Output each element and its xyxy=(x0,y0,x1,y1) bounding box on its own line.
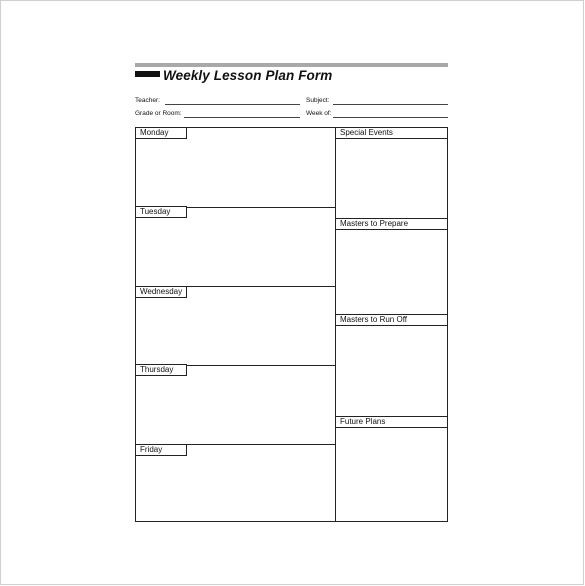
thursday-cell[interactable] xyxy=(135,365,336,445)
teacher-field[interactable] xyxy=(165,104,300,105)
day-label-tuesday: Tuesday xyxy=(135,206,187,218)
day-label-monday: Monday xyxy=(135,127,187,139)
monday-cell[interactable] xyxy=(135,127,336,208)
grade-room-label: Grade or Room: xyxy=(135,110,182,117)
future-plans-cell[interactable] xyxy=(335,416,448,522)
masters-to-prepare-cell[interactable] xyxy=(335,218,448,315)
subject-label: Subject: xyxy=(306,97,330,104)
masters-to-prepare-label: Masters to Prepare xyxy=(335,218,448,230)
day-label-thursday: Thursday xyxy=(135,364,187,376)
masters-to-run-off-label: Masters to Run Off xyxy=(335,314,448,326)
future-plans-label: Future Plans xyxy=(335,416,448,428)
tuesday-cell[interactable] xyxy=(135,207,336,287)
form-title: Weekly Lesson Plan Form xyxy=(163,68,333,83)
week-of-label: Week of: xyxy=(306,110,332,117)
special-events-label: Special Events xyxy=(335,127,448,139)
wednesday-cell[interactable] xyxy=(135,286,336,366)
day-label-wednesday: Wednesday xyxy=(135,286,187,298)
grade-room-field[interactable] xyxy=(184,117,300,118)
header-accent-bar xyxy=(135,71,160,77)
subject-field[interactable] xyxy=(333,104,448,105)
week-of-field[interactable] xyxy=(333,117,448,118)
header-rule xyxy=(135,63,448,67)
special-events-cell[interactable] xyxy=(335,127,448,219)
day-label-friday: Friday xyxy=(135,444,187,456)
teacher-label: Teacher: xyxy=(135,97,160,104)
masters-to-run-off-cell[interactable] xyxy=(335,314,448,417)
